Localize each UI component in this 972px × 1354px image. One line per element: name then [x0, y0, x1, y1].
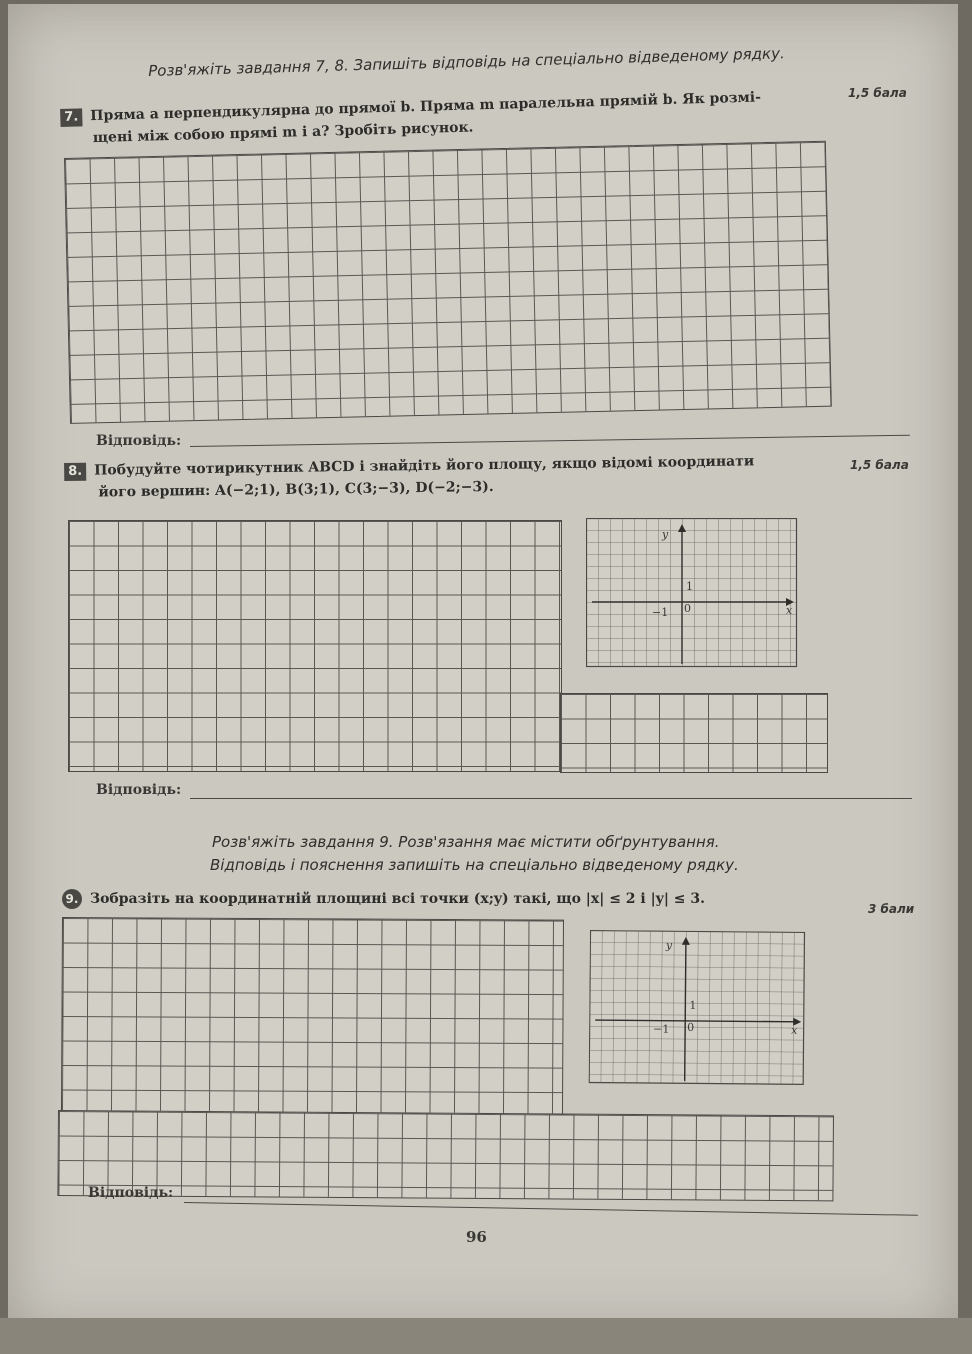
page-number: 96: [466, 1228, 487, 1246]
task8-number: 8.: [64, 463, 86, 481]
task7-number: 7.: [60, 108, 82, 127]
task9-answer-label: Відповідь:: [88, 1185, 174, 1201]
task9-tick-minus-one: −1: [653, 1022, 670, 1036]
task8-coordinate-plane: [586, 518, 798, 668]
task9-coordinate-plane: [589, 930, 806, 1086]
task9-y-label: y: [665, 938, 673, 952]
task8-tick-minus-one: −1: [652, 606, 669, 619]
task9-line1: Зобразіть на координатній площині всі точки (x;y) такі, що |x| ≤ 2 і |y| ≤ 3.: [90, 891, 706, 907]
task9-x-label: x: [791, 1023, 798, 1037]
task8-origin-label: 0: [684, 602, 691, 615]
task8-answer-line[interactable]: [190, 798, 912, 799]
task9-number: 9.: [62, 889, 82, 909]
task7-drawing-grid[interactable]: [64, 141, 832, 424]
task8-tick-one: 1: [686, 580, 693, 593]
task9-statement: [62, 888, 705, 910]
task8-x-label: x: [786, 604, 793, 617]
section-instructions-9-line2: Відповідь і пояснення запишіть на спеціально відведеному рядку.: [210, 856, 739, 874]
task7-answer-label: Відповідь:: [96, 433, 182, 449]
task8-line2: його вершин: A(−2;1), B(3;1), C(3;−3), D(−2;−3).: [98, 479, 494, 501]
task9-tick-one: 1: [689, 998, 697, 1012]
task9-drawing-grid-bottom[interactable]: [57, 1110, 834, 1201]
task7-line2: щені між собою прямі m і a? Зробіть рисунок.: [92, 119, 474, 147]
task8-answer-label: Відповідь:: [96, 782, 182, 798]
task8-drawing-grid-left[interactable]: [68, 520, 562, 772]
task9-origin-label: 0: [687, 1020, 695, 1034]
section-instructions-7-8: Розв'яжіть завдання 7, 8. Запишіть відповідь на спеціально відведеному рядку.: [148, 44, 785, 80]
task8-drawing-grid-bottom[interactable]: [560, 693, 828, 773]
task9-drawing-grid-left[interactable]: [61, 917, 564, 1116]
task9-points: 3 бали: [868, 902, 915, 916]
task7-line1: Пряма a перпендикулярна до прямої b. Пряма m паралельна прямій b. Як розмі-: [90, 89, 762, 125]
task7-points: 1,5 бала: [848, 86, 907, 100]
page-edge: [0, 1318, 972, 1354]
task8-y-label: y: [662, 528, 669, 541]
task8-points: 1,5 бала: [850, 458, 909, 472]
task8-line1: Побудуйте чотирикутник ABCD і знайдіть його площу, якщо відомі координати: [94, 453, 755, 479]
section-instructions-9-line1: Розв'яжіть завдання 9. Розв'язання має містити обґрунтування.: [212, 833, 720, 851]
